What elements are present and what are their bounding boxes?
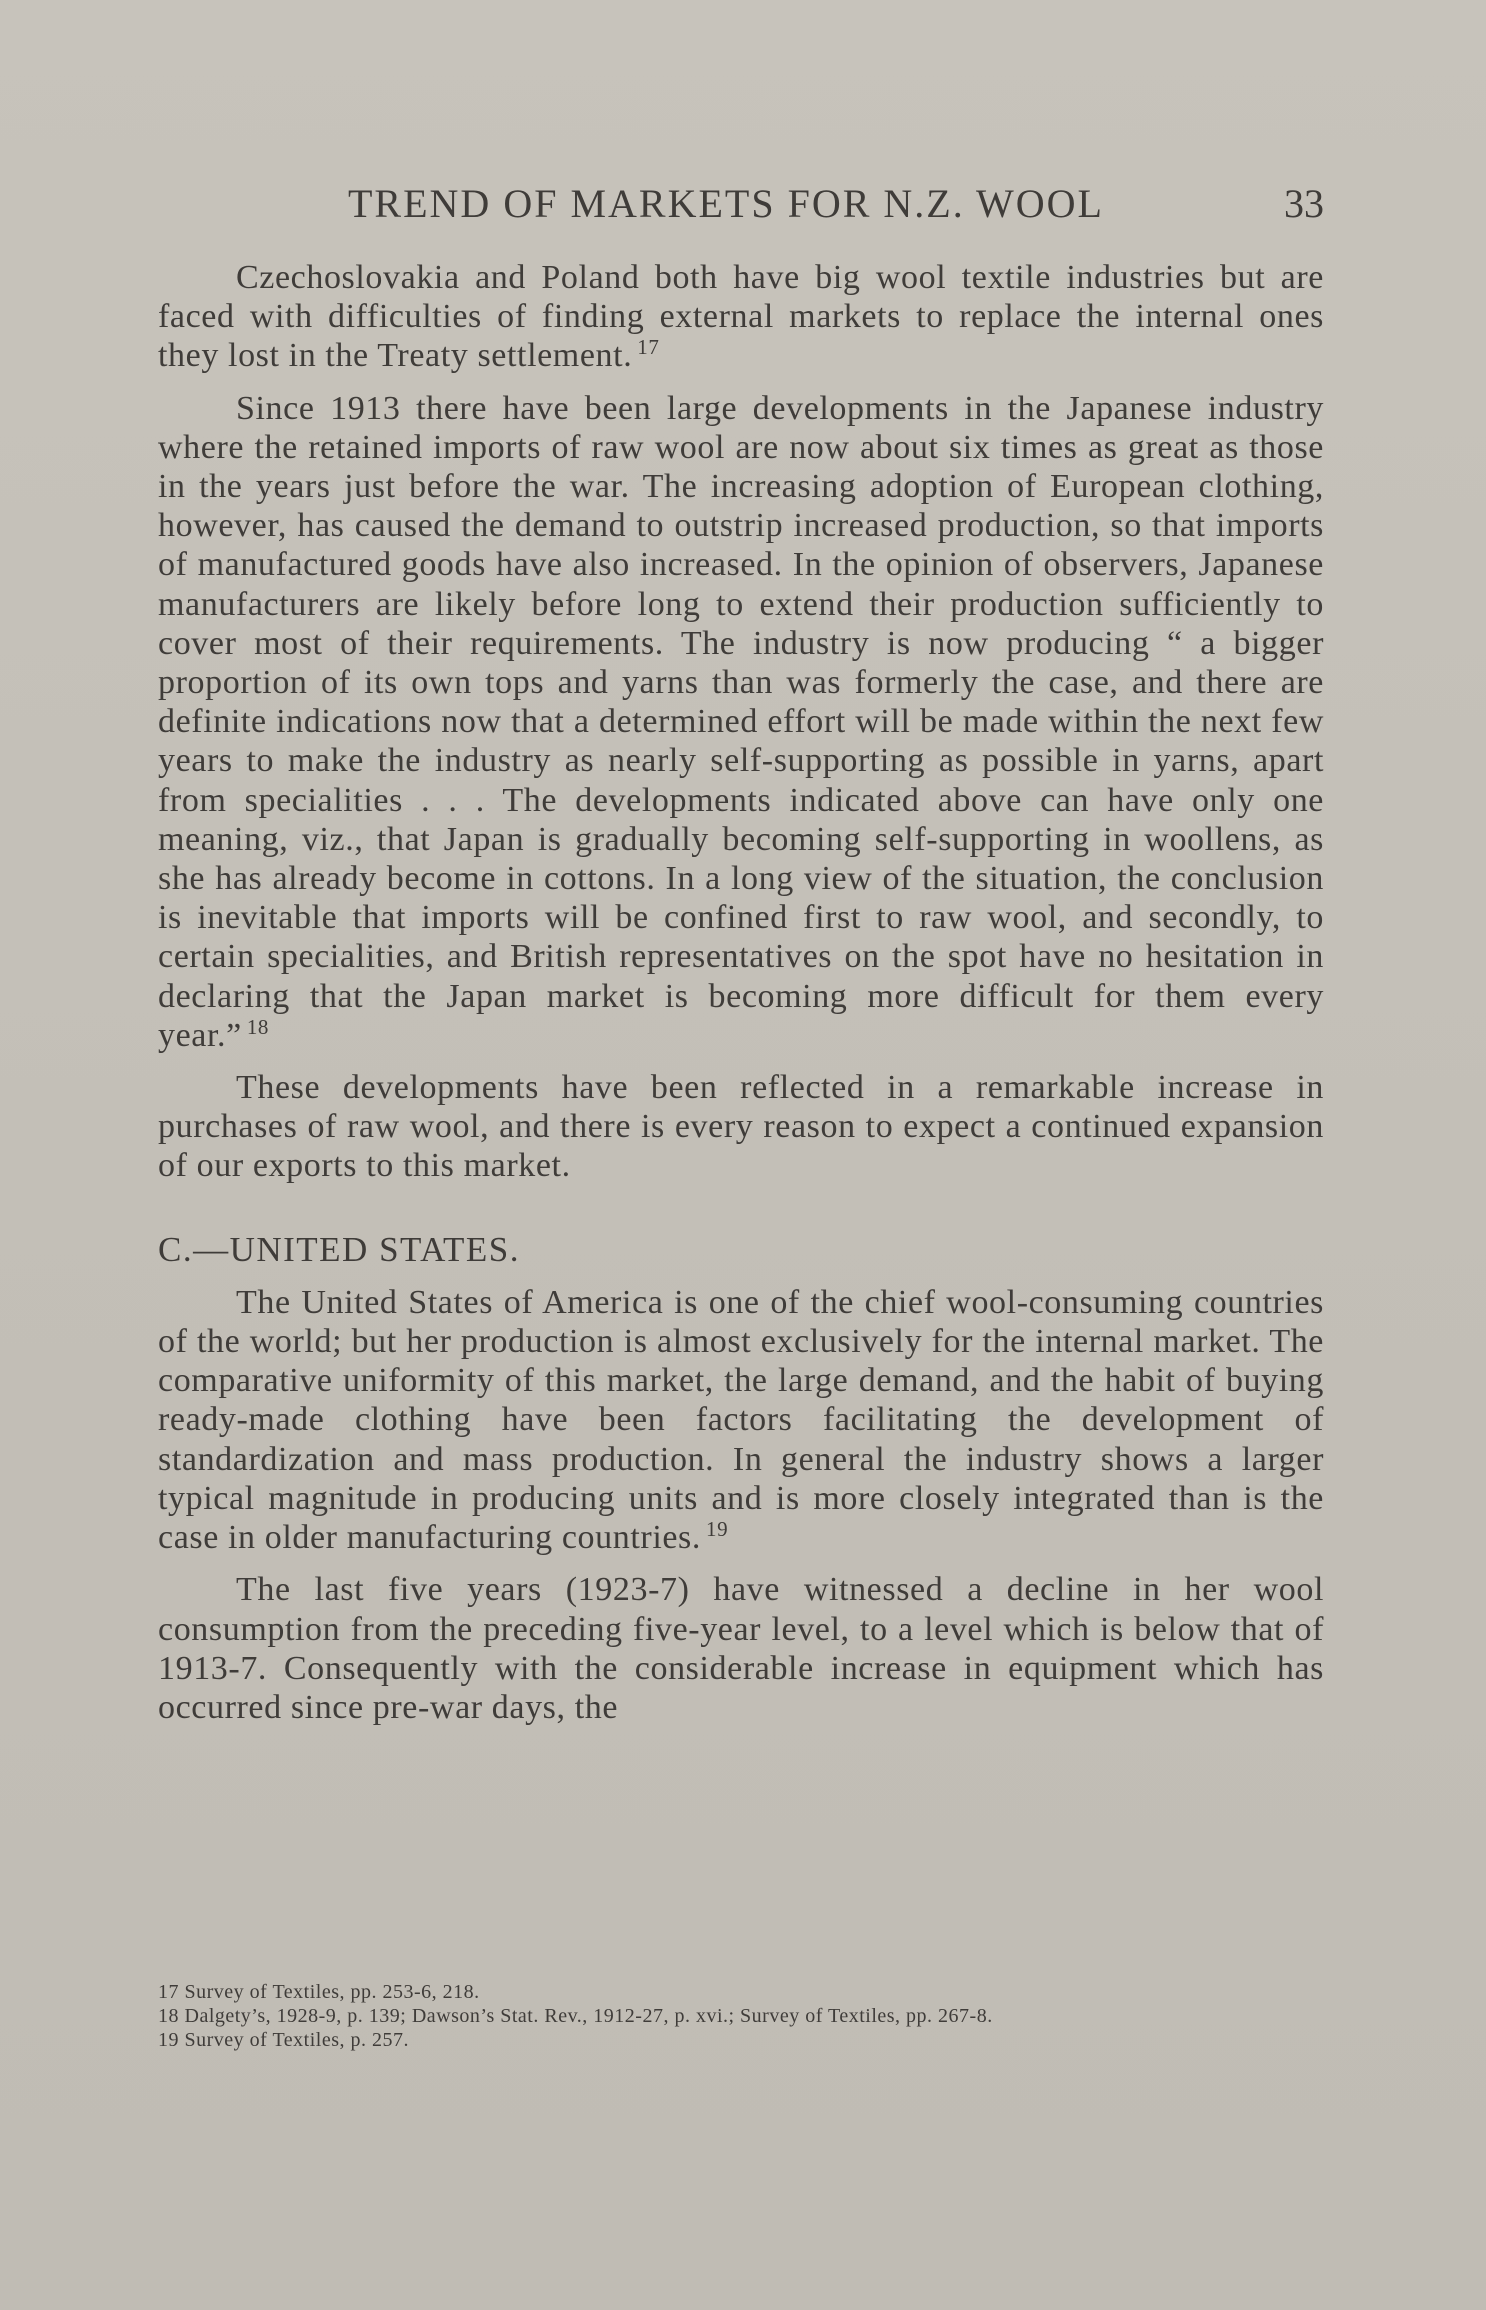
body-text — [158, 258, 1324, 1740]
footnote-18: 18 Dalgety’s, 1928-9, p. 139; Dawson’s Stat. Rev., 1912-27, p. xvi.; Survey of Textiles, pp. 267-8. — [158, 2005, 993, 2027]
paragraph-text: The United States of America is one of the chief wool-consuming countries of the world; but her production is almost exclusively for the internal market. The comparative uniformity of this market, the large demand, and the habit of buying ready-made clothing have been factors facilitating the development of standardization and mass production. In general the industry shows a larger typical magnitude in producing units and is more closely integrated than is the case in older manufacturing countries. — [158, 1283, 1324, 1557]
paragraph-czechoslovakia — [158, 258, 1324, 376]
section-heading: C.—UNITED STATES. — [158, 1229, 520, 1269]
paragraph-consumption — [158, 1570, 1324, 1727]
paragraph-japan — [158, 389, 1324, 1055]
paragraph-united-states — [158, 1283, 1324, 1557]
footnotes — [158, 1980, 1324, 2052]
paragraph-text: Since 1913 there have been large developments in the Japanese industry where the retained imports of raw wool are now about six times as great as those in the years just before the war. The increasing adoption of European clothing, however, has caused the demand to outstrip increased production, so that imports of manufactured goods have also increased. In the opinion of observers, Japanese manufacturers are likely before long to extend their production sufficiently to cover most of their requirements. The industry is now producing “ a bigger proportion of its own tops and yarns than was formerly the case, and there are definite indications now that a determined effort will be made within the next few years to make the industry as nearly self-supporting as possible in yarns, apart from specialities . . . The developments indicated above can have only one meaning, viz., that Japan is gradually becoming self-supporting in woollens, as she has already become in cottons. In a long view of the situation, the conclusion is inevitable that imports will be confined first to raw wool, and secondly, to certain specialities, and British representatives on the spot have no hesitation in declaring that the Japan market is becoming more difficult for them every year.” — [158, 389, 1324, 1054]
paragraph-text: These developments have been reflected in a remarkable increase in purchases of raw wool, and there is every reason to expect a continued expansion of our exports to this market. — [158, 1069, 1324, 1185]
running-title: TREND OF MARKETS FOR N.Z. WOOL — [348, 181, 1104, 226]
footnote-ref-18: 18 — [246, 1014, 270, 1039]
footnote-17: 17 Survey of Textiles, pp. 253-6, 218. — [158, 1981, 480, 2003]
footnote-ref-19: 19 — [706, 1516, 729, 1541]
paragraph-text: The last five years (1923-7) have witnessed a decline in her wool consumption from the preceding five-year level, to a level which is below that of 1913-7. Consequently with the considerable increase in equipment which has occurred since pre-war days, the — [158, 1571, 1324, 1726]
footnote-19: 19 Survey of Textiles, p. 257. — [158, 2029, 409, 2051]
paragraph-text: Czechoslovakia and Poland both have big wool textile industries but are faced with difficulties of finding external markets to replace the internal ones they lost in the Treaty settlement. — [158, 259, 1324, 375]
running-head — [158, 180, 1324, 230]
paragraph-developments — [158, 1068, 1324, 1186]
footnote-ref-17: 17 — [637, 335, 660, 360]
page-number: 33 — [1284, 181, 1324, 226]
